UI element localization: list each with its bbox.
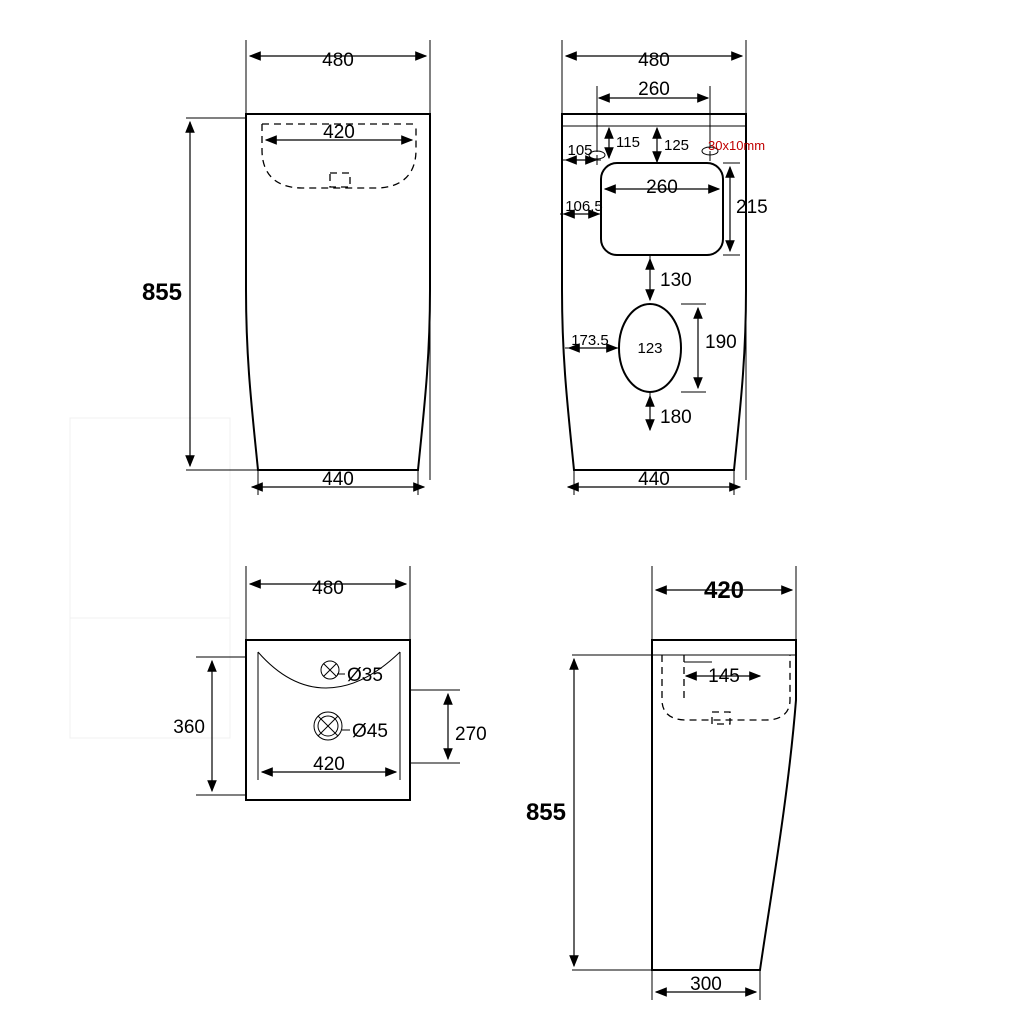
dim-front-bottom-width: 440 <box>322 469 354 490</box>
waste-hole-45 <box>314 712 342 740</box>
dim-oval-left-offset: 173.5 <box>571 332 609 349</box>
dim-rect-width: 260 <box>646 177 678 198</box>
dim-side-top-width: 420 <box>703 577 745 604</box>
dim-left-offset: 105 <box>567 142 593 159</box>
dim-plan-inner-width: 420 <box>313 754 345 775</box>
dim-side-basin-depth: 145 <box>708 666 740 687</box>
dim-oval-width: 123 <box>637 340 663 357</box>
dim-front-height: 855 <box>141 279 182 306</box>
dim-side-height: 855 <box>525 799 566 826</box>
dim-plan-inner-depth: 270 <box>455 724 487 745</box>
dim-bolt-span: 260 <box>638 79 670 100</box>
tap-hole-35 <box>321 661 339 679</box>
label-hole-35: Ø35 <box>347 665 383 686</box>
dim-oval-height: 190 <box>705 332 737 353</box>
dim-rect-left-offset: 106.5 <box>565 198 603 215</box>
dim-rear-bottom-width: 440 <box>638 469 670 490</box>
rear-view-geometry <box>562 114 746 470</box>
dim-front-top-width: 480 <box>322 50 354 71</box>
dim-oval-bottom: 180 <box>660 407 692 428</box>
dim-rect-height: 215 <box>736 197 768 218</box>
dim-plan-width: 480 <box>312 578 344 599</box>
dim-front-basin-width: 420 <box>323 122 355 143</box>
plan-view-dimensions <box>173 566 486 800</box>
note-bolt-size: 30x10mm <box>708 138 766 153</box>
dim-plan-depth: 360 <box>173 717 205 738</box>
dim-bolt-drop-115: 115 <box>616 134 640 151</box>
dim-rear-top-width: 480 <box>638 50 670 71</box>
side-elevation-dimensions <box>526 566 796 1000</box>
dim-bolt-drop-125: 125 <box>664 137 690 154</box>
front-elevation-dimensions <box>142 40 430 495</box>
label-hole-45: Ø45 <box>352 721 388 742</box>
dim-side-bottom-width: 300 <box>690 974 722 995</box>
front-elevation-geometry <box>246 114 430 470</box>
plan-view-geometry <box>246 640 410 800</box>
rear-view-dimensions <box>560 40 768 495</box>
side-elevation-geometry <box>652 640 796 970</box>
dim-gap-to-oval: 130 <box>660 270 692 291</box>
